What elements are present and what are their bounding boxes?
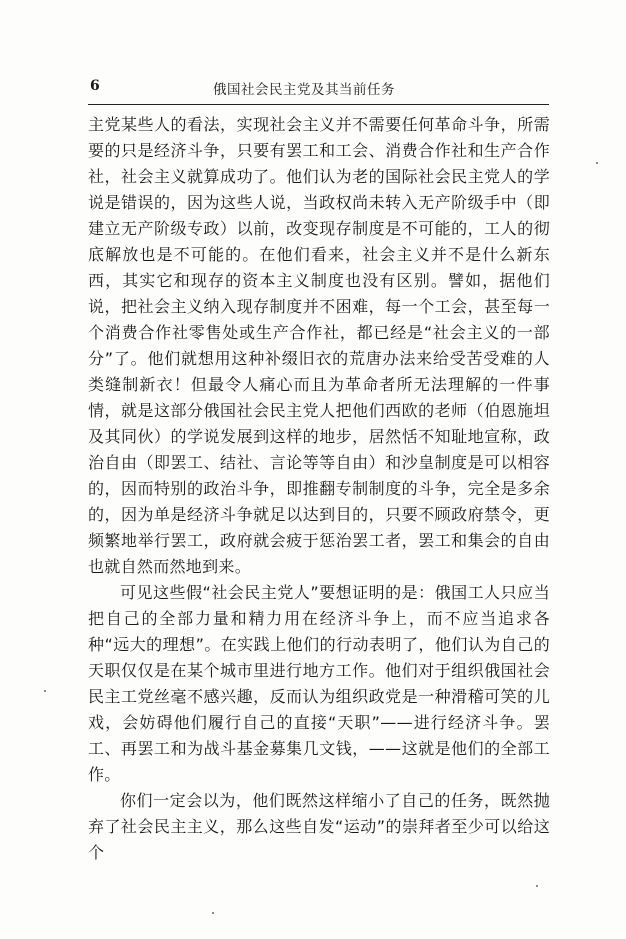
paragraph-1: 主党某些人的看法，实现社会主义并不需要任何革命斗争，所需要的只是经济斗争，只要有罢工和工会、消费合作社和生产合作社，社会主义就算成功了。他们认为老的国际社会民主党人的学说是错误的，因为这些人说，当政权尚未转入无产阶级手中（即建立无产阶级专政）以前，改变现存制度是不可能的，工人的彻底解放也是不可能的。在他们看来，社会主义并不是什么新东西，其实它和现存的资本主义制度也没有区别。譬如，据他们说，把社会主义纳入现存制度并不困难，每一个工会，甚至每一个消费合作社零售处或生产合作社，都已经是“社会主义的一部分”了。他们就想用这种补缀旧衣的荒唐办法来给受苦受难的人类缝制新衣！但最令人痛心而且为革命者所无法理解的一件事情，就是这部分俄国社会民主党人把他们西欧的老师（伯恩施坦及其同伙）的学说发展到这样的地步，居然恬不知耻地宣称，政治自由（即罢工、结社、言论等等自由）和沙皇制度是可以相容的，因而特别的政治斗争，即推翻专制制度的斗争，完全是多余的，因为单是经济斗争就足以达到目的，只要不顾政府禁令，更频繁地举行罢工，政府就会疲于惩治罢工者，罢工和集会的自由也就自然而然地到来。 bbox=[88, 115, 550, 576]
page-header bbox=[60, 74, 548, 102]
scan-speck bbox=[596, 162, 598, 164]
scan-speck bbox=[536, 885, 538, 887]
paragraph-3: 你们一定会以为，他们既然这样缩小了自己的任务，既然抛弃了社会民主主义，那么这些自发“运动”的崇拜者至少可以给这个 bbox=[88, 791, 550, 862]
scan-speck bbox=[44, 690, 46, 692]
scan-speck bbox=[212, 912, 214, 914]
body-text bbox=[88, 112, 550, 866]
running-title: 俄国社会民主党及其当前任务 bbox=[213, 82, 395, 98]
header-rule bbox=[88, 104, 549, 105]
paragraph-2: 可见这些假“社会民主党人”要想证明的是：俄国工人只应当把自己的全部力量和精力用在经济斗争上，而不应当追求各种“远大的理想”。在实践上他们的行动表明了，他们认为自己的天职仅仅是在某个城市里进行地方工作。他们对于组织俄国社会民主工党丝毫不感兴趣，反而认为组织政党是一种滑稽可笑的儿戏，会妨碍他们履行自己的直接“天职”——进行经济斗争。罢工、再罢工和为战斗基金募集几文钱，——这就是他们的全部工作。 bbox=[88, 583, 550, 784]
page-number: 6 bbox=[90, 78, 100, 94]
